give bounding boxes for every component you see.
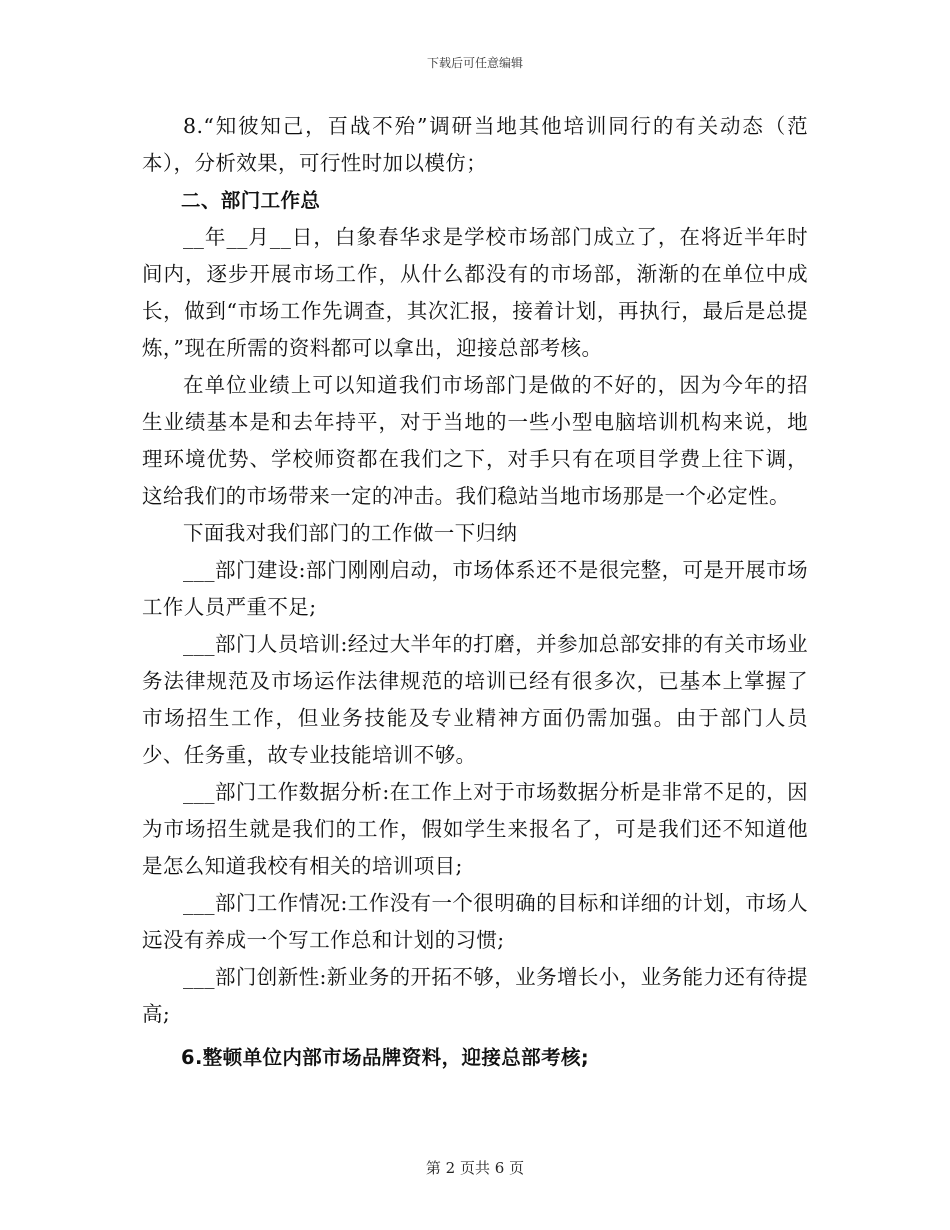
section-heading-6: 6.整顿单位内部市场品牌资料，迎接总部考核; <box>181 1046 590 1069</box>
paragraph-item-8: 8.“知彼知己，百战不殆”调研当地其他培训同行的有关动态（范本），分析效果，可行性时加以模仿； <box>142 114 808 175</box>
paragraph-intro: __年__月__日，白象春华求是学校市场部门成立了，在将近半年时间内，逐步开展市场工作，从什么都没有的市场部，渐渐的在单位中成长，做到“市场工作先调查，其次汇报，接着计划，再执行，最后是总提炼，”现在所需的资料都可以拿出，迎接总部考核。 <box>142 225 808 360</box>
page-header: 下载后可任意编辑 <box>426 56 523 70</box>
paragraph-dept-training: ___部门人员培训:经过大半年的打磨，并参加总部安排的有关市场业务法律规范及市场运作法律规范的培训已经有很多次，已基本上掌握了市场招生工作，但业务技能及专业精神方面仍需加强。由于部门人员少、任务重，故专业技能培训不够。 <box>142 632 808 767</box>
document-body <box>142 108 808 1076</box>
paragraph-dept-data-analysis: ___部门工作数据分析:在工作上对于市场数据分析是非常不足的，因为市场招生就是我们的工作，假如学生来报名了，可是我们还不知道他是怎么知道我校有相关的培训项目; <box>142 780 808 878</box>
section-heading-2: 二、部门工作总 <box>181 189 321 212</box>
paragraph-dept-construction: ___部门建设:部门刚刚启动，市场体系还不是很完整，可是开展市场工作人员严重不足; <box>142 558 808 619</box>
paragraph-dept-work-status: ___部门工作情况:工作没有一个很明确的目标和详细的计划，市场人远没有养成一个写工作总和计划的习惯; <box>142 891 808 952</box>
paragraph-summary-lead: 下面我对我们部门的工作做一下归纳 <box>183 521 518 545</box>
page-footer: 第 2 页共 6 页 <box>425 1159 525 1177</box>
paragraph-performance: 在单位业绩上可以知道我们市场部门是做的不好的，因为今年的招生业绩基本是和去年持平，对于当地的一些小型电脑培训机构来说，地理环境优势、学校师资都在我们之下，对手只有在项目学费上往下调，这给我们的市场带来一定的冲击。我们稳站当地市场那是一个必定性。 <box>142 373 808 508</box>
paragraph-dept-innovation: ___部门创新性:新业务的开拓不够，业务增长小，业务能力还有待提高; <box>142 965 808 1026</box>
